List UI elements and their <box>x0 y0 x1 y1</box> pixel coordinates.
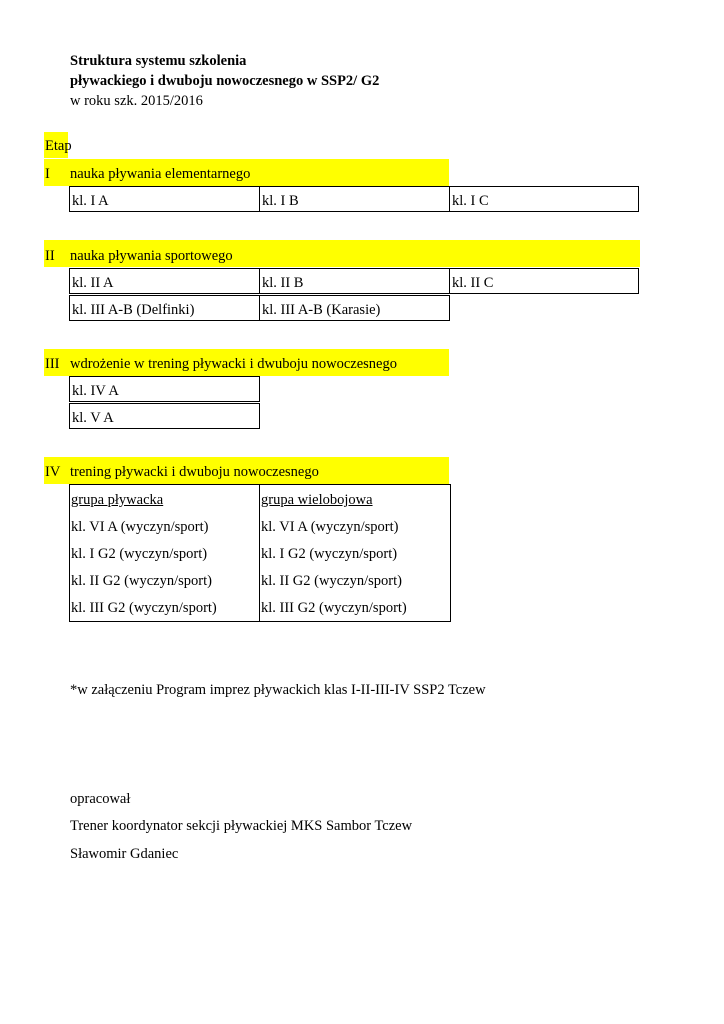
stage-1-roman: I <box>45 166 50 182</box>
table-cell: kl. III A-B (Karasie) <box>259 295 450 321</box>
table-cell: kl. IV A <box>69 376 260 402</box>
signature-name: Sławomir Gdaniec <box>70 846 179 862</box>
stage-2-roman: II <box>45 248 55 264</box>
stage-1-title: nauka pływania elementarnego <box>70 166 251 182</box>
signature-role: Trener koordynator sekcji pływackiej MKS Sambor Tczew <box>70 818 413 834</box>
column-divider <box>259 485 260 621</box>
table-cell: kl. I C <box>449 186 639 212</box>
table-cell: kl. III G2 (wyczyn/sport) <box>261 600 407 616</box>
table-cell: kl. VI A (wyczyn/sport) <box>261 519 399 535</box>
document-title-line1: Struktura systemu szkolenia <box>70 53 247 69</box>
table-cell: kl. V A <box>69 403 260 429</box>
stage-3-title: wdrożenie w trening pływacki i dwuboju nowoczesnego <box>70 356 397 372</box>
table-cell: kl. I G2 (wyczyn/sport) <box>71 546 208 562</box>
table-cell: kl. II B <box>259 268 450 294</box>
stage-4-roman: IV <box>45 464 61 480</box>
signature-prepared-by: opracował <box>70 791 131 807</box>
document-subtitle: w roku szk. 2015/2016 <box>70 93 203 109</box>
table-cell: kl. II G2 (wyczyn/sport) <box>71 573 212 589</box>
table-header-swimming: grupa pływacka <box>71 492 164 508</box>
etap-label: Etap <box>45 138 72 154</box>
footnote: *w załączeniu Program imprez pływackich klas I-II-III-IV SSP2 Tczew <box>70 682 486 698</box>
stage-4-title: trening pływacki i dwuboju nowoczesnego <box>70 464 319 480</box>
table-header-multisport: grupa wielobojowa <box>261 492 373 508</box>
table-cell: kl. II C <box>449 268 639 294</box>
table-cell: kl. I B <box>259 186 450 212</box>
table-cell: kl. I G2 (wyczyn/sport) <box>261 546 398 562</box>
stage-2-title: nauka pływania sportowego <box>70 248 233 264</box>
table-cell: kl. I A <box>69 186 260 212</box>
table-cell: kl. II A <box>69 268 260 294</box>
stage-3-roman: III <box>45 356 60 372</box>
table-cell: kl. III G2 (wyczyn/sport) <box>71 600 217 616</box>
table-cell: kl. VI A (wyczyn/sport) <box>71 519 209 535</box>
document-title-line2: pływackiego i dwuboju nowoczesnego w SSP2/ G2 <box>70 73 380 89</box>
table-cell: kl. II G2 (wyczyn/sport) <box>261 573 402 589</box>
table-cell: kl. III A-B (Delfinki) <box>69 295 260 321</box>
